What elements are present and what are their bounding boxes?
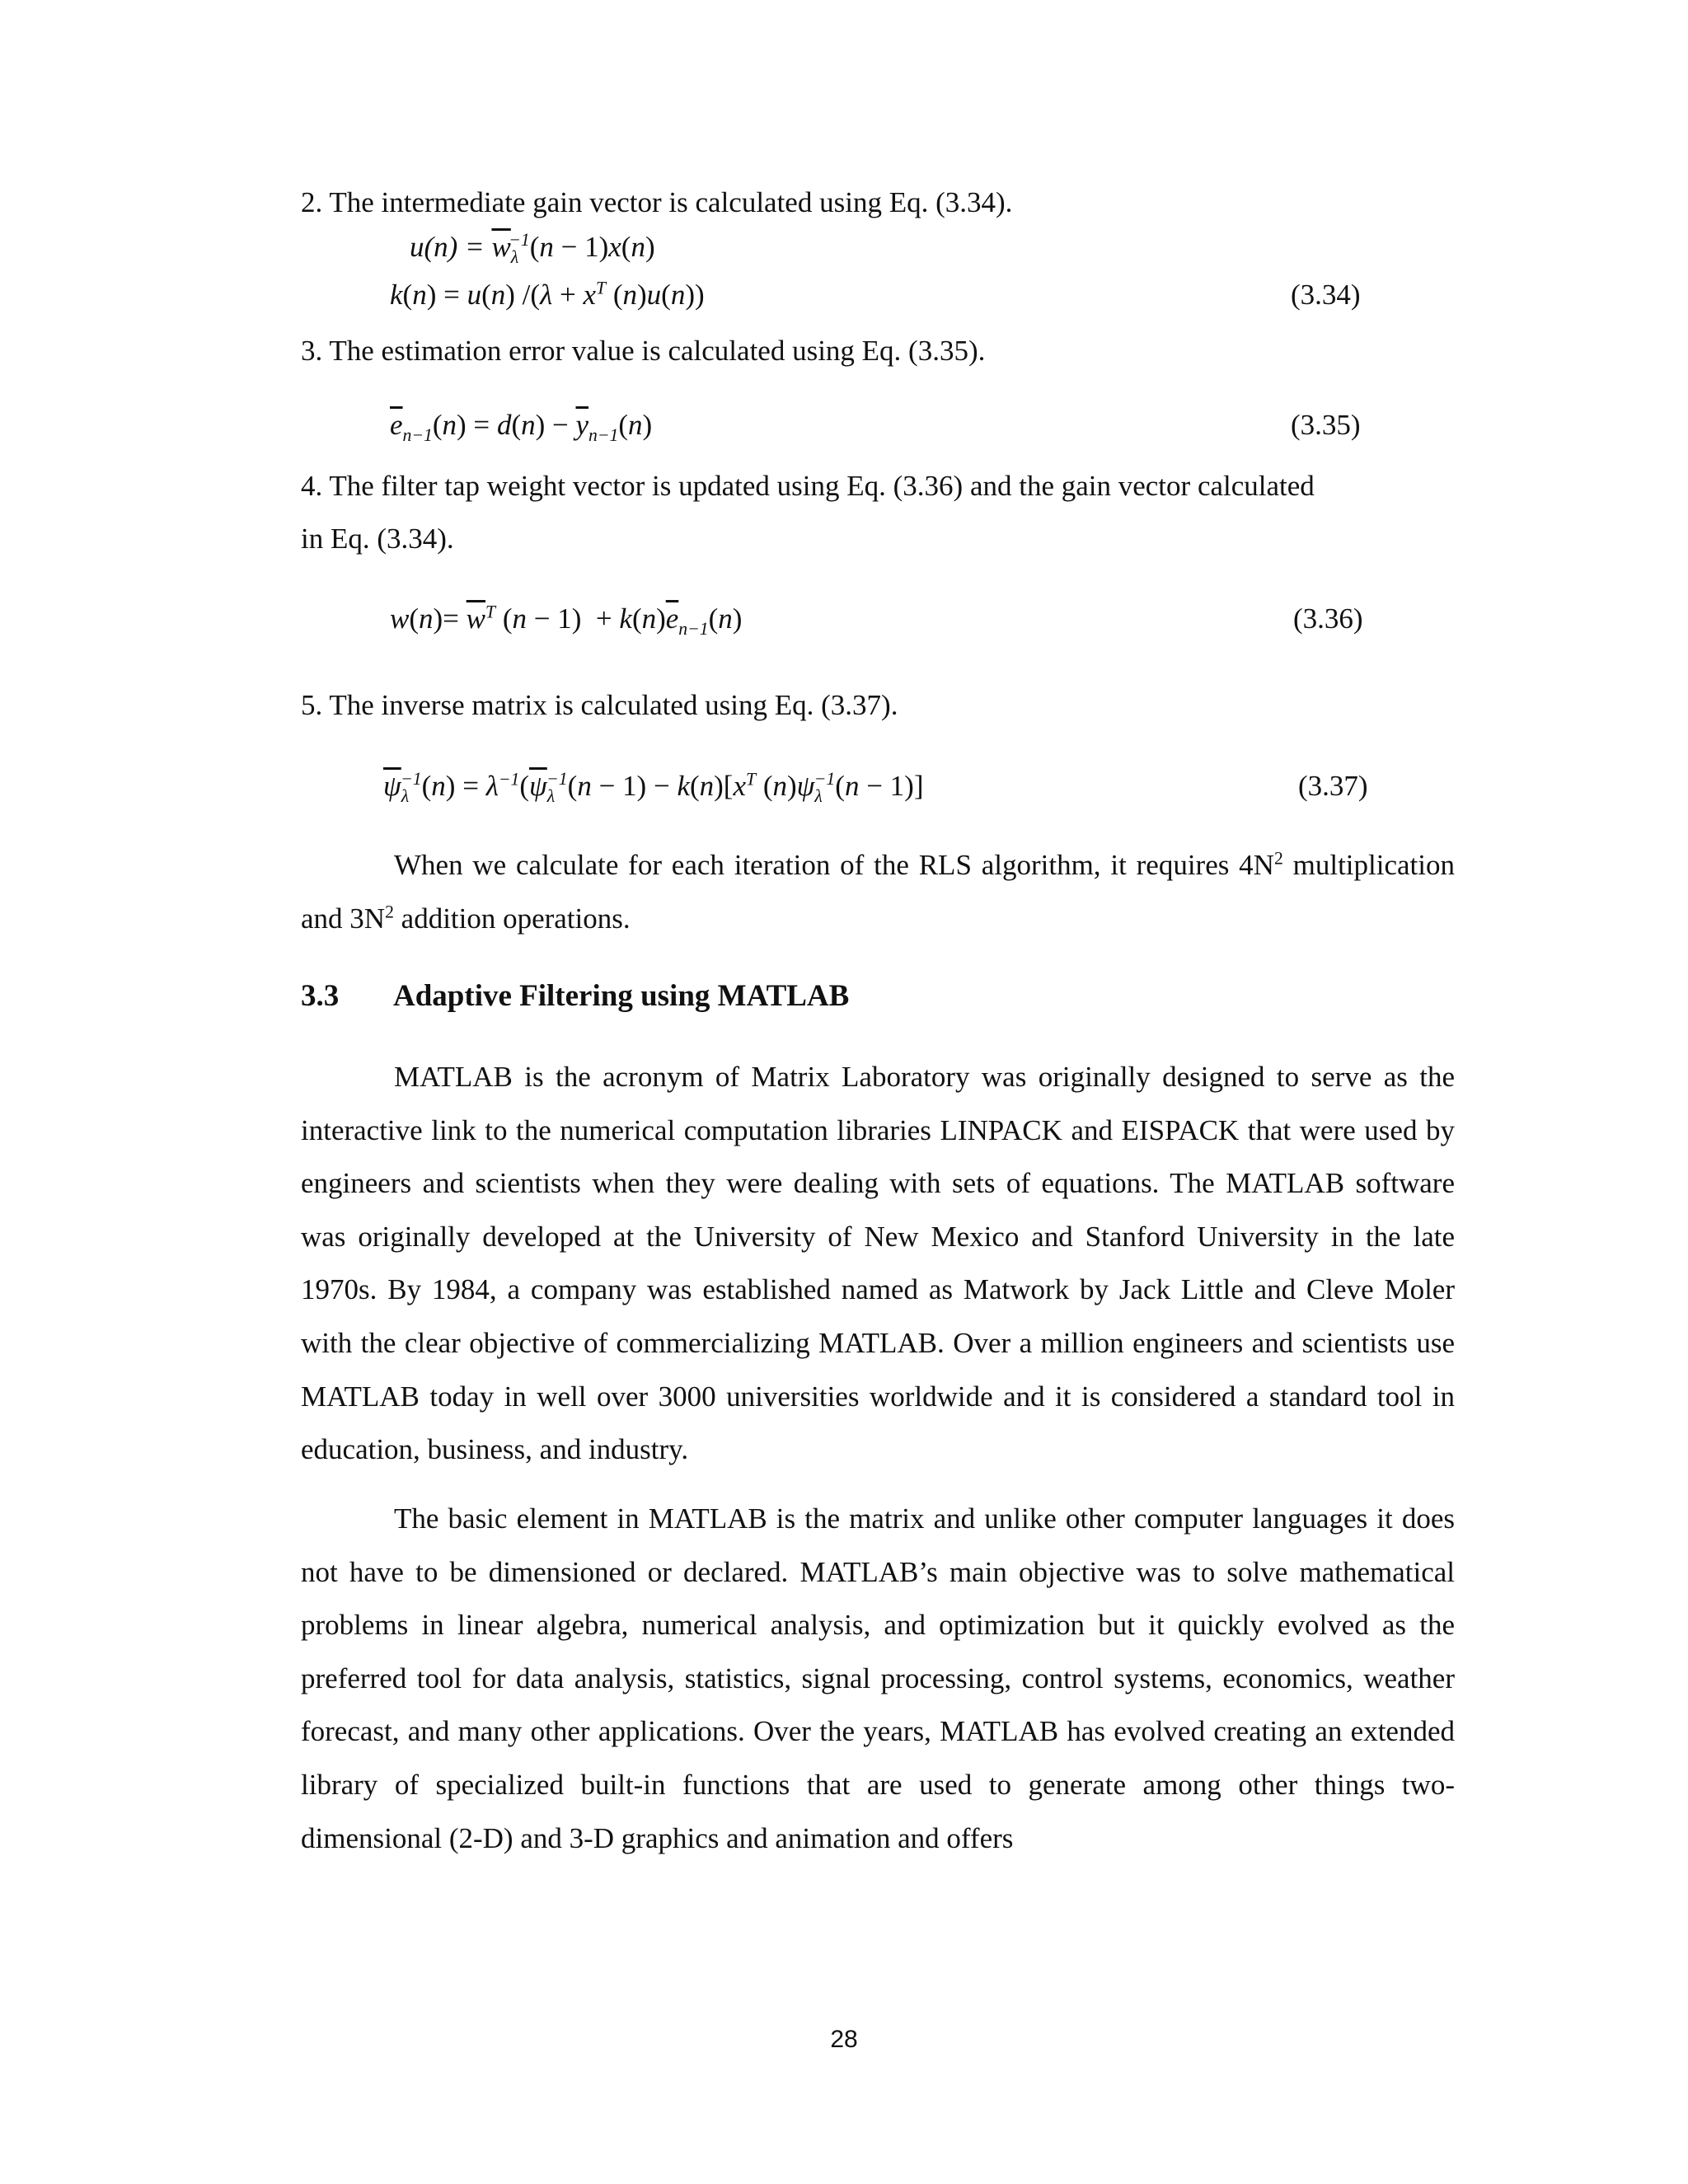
section-title: Adaptive Filtering using MATLAB — [393, 979, 850, 1013]
step-5-text: 5. The inverse matrix is calculated using Eq. (3.37). — [301, 689, 898, 721]
page-number: 28 — [830, 2026, 858, 2053]
equation-number-3-34: (3.34) — [1291, 279, 1361, 311]
matlab-paragraph-2 — [301, 1493, 1455, 1865]
section-heading — [301, 977, 849, 1015]
rls-complexity-text: When we calculate for each iteration of the RLS algorithm, it requires $4N^2$ multiplication and $3N^2$ addition operations. — [301, 848, 1455, 935]
equation-number-3-35: (3.35) — [1291, 409, 1361, 441]
equation-3-35: $\overline{e}_{n-1}(n) = d(n) - \overline{y}_{n-1}(n)$ — [390, 409, 653, 445]
matlab-paragraph-1-text: MATLAB is the acronym of Matrix Laboratory was originally designed to serve as the interactive link to the numerical computation libraries LINPACK and EISPACK that were used by engineers and scientists when they were dealing with sets of equations. The MATLAB software was originally developed at the University of New Mexico and Stanford University in the late 1970s. By 1984, a company was established named as Matwork by Jack Little and Cleve Moler with the clear objective of commercializing MATLAB. Over a million engineers and scientists use MATLAB today in well over 3000 universities worldwide and it is considered a standard tool in education, business, and industry. — [301, 1061, 1455, 1466]
step-4-text-line-1: 4. The filter tap weight vector is updated using Eq. (3.36) and the gain vector calculated — [301, 470, 1315, 502]
equation-3-37: $\overline{\psi}_\lambda^{-1}(n) = \lambda^{-1}(\overline{\psi}_\lambda^{-1}(n - 1) - k(n)[x^T$ $(n)\psi_\lambda^{-1}(n - 1)$] — [383, 769, 924, 806]
step-4-text-line-2: in Eq. (3.34). — [301, 523, 454, 555]
equation-3-36: $w(n)= \overline{w}^T$ $(n - 1) + k(n)\overline{e}_{n-1}(n)$ — [390, 602, 743, 639]
section-number: 3.3 — [301, 979, 340, 1013]
equation-number-3-36: (3.36) — [1293, 602, 1363, 635]
rls-complexity-paragraph — [301, 839, 1455, 945]
step-2-text: 2. The intermediate gain vector is calculated using Eq. (3.34). — [301, 186, 1013, 218]
step-3-text: 3. The estimation error value is calculated using Eq. (3.35). — [301, 335, 986, 367]
matlab-paragraph-1 — [301, 1051, 1455, 1477]
equation-3-34-line-1: $u(n) = \overline{w}_\lambda^{-1}(n - 1)x(n)$ — [410, 230, 655, 267]
equation-number-3-37: (3.37) — [1298, 770, 1368, 802]
matlab-paragraph-2-text: The basic element in MATLAB is the matrix and unlike other computer languages it does not have to be dimensioned or declared. MATLAB’s main objective was to solve mathematical problems in linear algebra, numerical analysis, and optimization but it quickly evolved as the preferred tool for data analysis, statistics, signal processing, control systems, economics, weather forecast, and many other applications. Over the years, MATLAB has evolved creating an extended library of specialized built-in functions that are used to generate among other things two-dimensional (2-D) and 3-D graphics and animation and offers — [301, 1502, 1455, 1854]
equation-3-34-line-2: k(n) = u(n) $/(\lambda + x^T$ (n)u(n)) — [390, 278, 705, 311]
